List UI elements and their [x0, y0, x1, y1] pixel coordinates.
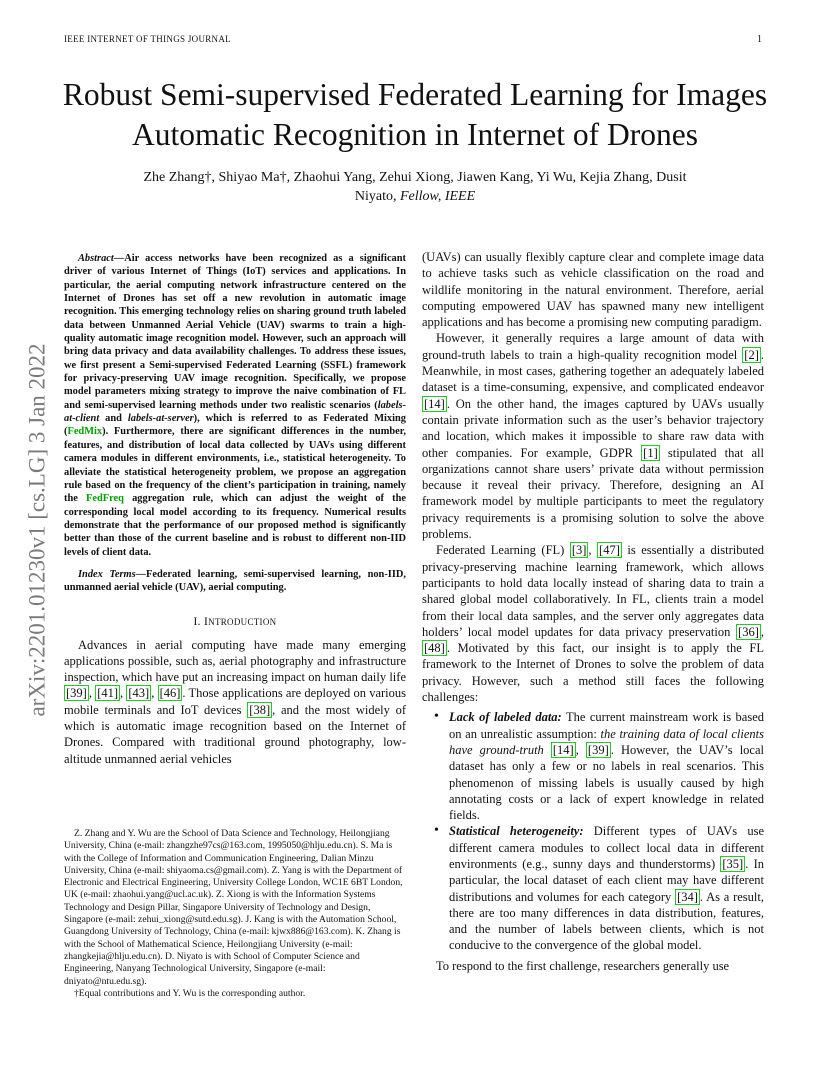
abstract-text-1: Air access networks have been recognized as a significant driver of various Internet of Things (IoT) services and applications. In particular, the aerial computing network infrastructure centered on the Internet of Drones has set off a new revolution in automatic image recognition. This emerging technology relies on sharing ground truth labeled data between Unmanned Aerial Vehicle (UAV) swarms to train a high-quality automatic image recognition model. However, such an approach will bring data privacy and data availability challenges. To address these issues, we first present a Semi-supervised Federated Learning (SSFL) framework for privacy-preserving UAV image recognition. Specifically, we propose model parameters mixing strategy to improve the naive combination of FL and semi-supervised learning methods under two realistic scenarios ( [64, 253, 406, 411]
abstract-dash: — [113, 253, 125, 264]
emphasized-assumption: the training data of local clients have ground-truth [449, 726, 765, 757]
equal-contribution-footnote: †Equal contributions and Y. Wu is the corresponding author. [74, 987, 306, 999]
author-list [90, 168, 740, 206]
intro-paragraph: Advances in aerial computing have made many emerging applications possible, such as, aerial photography and infrastructure inspection, which have put an increasing impact on human daily life [39] , [41] , [43] , [46] . Those applications are deployed on various mobile terminals and IoT devices [38] , and the most widely of which is automatic image recognition based on the Internet of Drones. Compared with traditional ground photography, low-altitude unmanned aerial vehicles [64, 637, 406, 766]
challenge-item-labeled-data: • Lack of labeled data: The current mainstream work is based on an unrealistic assumption: the training data of local clients have ground-truth [14] , [39] . However, the UAV’s local dataset has only a few or no labels in real scenarios. This phenomenon of missing labels is usually caused by high annotating costs or a lack of expert knowledge in related fields. [449, 709, 764, 823]
text: . In particular, the local dataset of each client may have different distributions and volumes for each category [449, 856, 764, 904]
arxiv-side-stamp [24, 300, 52, 760]
text: . As a result, there are too many differences in data distribution, features, and the number of labels between clients, which is not conducive to the convergence of the global model. [449, 889, 764, 953]
body-paragraph: Federated Learning (FL) [3] , [47] is essentially a distributed privacy-preserving machine learning framework, which allows participants to hold data locally instead of sharing data to train a shared global model collaboratively. In FL, clients train a model from their local data samples, and the server only aggregates data holders’ local model updates for data privacy preservation [36] , [48] . Motivated by this fact, our insight is to apply the FL framework to the Internet of Drones to solve the problem of data privacy. However, such a method still faces the following challenges: [422, 543, 765, 705]
abstract-label: Abstract [78, 253, 114, 264]
challenge-title: Lack of labeled data: [449, 710, 562, 725]
text: . Motivated by this fact, our insight is to apply the FL framework to the Internet of Drones to solve the problem of data privacy. However, such a method still faces the following challenges: [422, 641, 764, 705]
right-column [422, 249, 764, 974]
abstract-text-4: aggregation rule, which can adjust the weight of the corresponding local model according to its frequency. Numerical results demonstrate that the performance of our proposed method is significantly better than those of the current baseline and is robust to different non-IID levels of client data. [64, 493, 406, 558]
citation-link[interactable]: [35] [722, 856, 744, 871]
citation-link[interactable]: [41] [97, 686, 119, 701]
left-column [64, 252, 406, 767]
body-paragraph: (UAVs) can usually flexibly capture clear and complete image data to achieve tasks such as vehicle classification on the road and wildlife monitoring in the natural environment. Therefore, aerial computing empowered UAV has spawned many new intelligent applications and has become a promising new computing paradigm. [422, 250, 764, 330]
challenge-list [422, 709, 764, 953]
author-name: Niyato, [354, 189, 400, 204]
index-terms [64, 568, 406, 595]
citation-link[interactable]: [14] [424, 396, 445, 411]
paper-title: Robust Semi-supervised Federated Learning for Images Automatic Recognition in Internet of Drones [62, 77, 768, 152]
citation-link[interactable]: [43] [128, 686, 150, 701]
abstract-and: and [99, 413, 128, 425]
author-line-1: Zhe Zhang†, Shiyao Ma†, Zhaohui Yang, Zehui Xiong, Jiawen Kang, Yi Wu, Kejia Zhang, Dusit [143, 170, 687, 185]
citation-link[interactable]: [34] [677, 889, 698, 904]
scenario-labels-at-client: labels-at-client [64, 399, 406, 425]
citation-link[interactable]: [39] [66, 686, 87, 701]
author-line-2 [90, 187, 740, 206]
page-number: 1 [757, 34, 762, 45]
text: Federated Learning (FL) [436, 543, 570, 558]
body-paragraph: To respond to the first challenge, researchers generally use [436, 958, 730, 973]
text: stipulated that all organizations cannot share users’ private data without permission because it reveal their privacy. Therefore, designing an AI framework model by multiple participants to meet the regulatory privacy requirements is a promising solution to solve the above problems. [422, 445, 765, 542]
abstract [64, 252, 406, 559]
abstract-text-3: ). Furthermore, there are significant differences in the number, features, and distribution of local data collected by UAVs using different camera modules in different environments, i.e., statistical heterogeneity. To alleviate the statistical heterogeneity problem, we propose an aggregation rule based on the frequency of the client’s participation in training, namely the [64, 426, 406, 505]
citation-link[interactable]: [36] [738, 624, 759, 639]
index-terms-text: Federated learning, semi-supervised learning, non-IID, unmanned aerial vehicle (UAV), aerial computing. [64, 568, 406, 594]
challenge-item-heterogeneity [449, 823, 764, 953]
arxiv-identifier: arXiv:2201.01230v1 [cs.LG] 3 Jan 2022 [25, 343, 50, 717]
citation-link[interactable]: [46] [159, 686, 181, 701]
index-terms-dash: — [135, 568, 147, 580]
author-fellow-title: Fellow, IEEE [399, 189, 476, 204]
fedfreq-link[interactable]: FedFreq [86, 493, 124, 505]
abstract-text-2: ), which is referred to as Federated Mixing ( [64, 413, 406, 438]
text: Different types of UAVs use different camera modules to collect local data in different environments (e.g., sunny days and thunderstorms) [449, 824, 764, 871]
affiliations-footnote: Z. Zhang and Y. Wu are the School of Data Science and Technology, Heilongjiang University, China (e-mail: zhangzhe97cs@163.com, 1995050@hlju.edu.cn). S. Ma is with the College of Information and Communication Engineering, Dalian Minzu University, China (e-mail: shiyaoma.cs@gmail.com). Z. Yang is with the Department of Electronic and Electrical Engineering, University College London, WC1E 6BT London, UK (e-mail: zhaohui.yang@ucl.ac.uk). Z. Xiong is with the Information Systems Technology and Design Pillar, Singapore University of Technology and Design, Singapore (e-mail: zehui_xiong@sutd.edu.sg). J. Kang is with the Automation School, Guangdong University of Technology, China (e-mail: kjwx886@163.com). K. Zhang is with the School of Mathematical Science, Heilongjiang University (e-mail: zhangkejia@hlju.edu.cn). D. Niyato is with School of Computer Science and Engineering, Nanyang Technological University, Singapore (e-mail: dniyato@ntu.edu.sg). [64, 828, 403, 987]
text: . However, the UAV’s local dataset has only a few or no labels in real scenarios. This phenomenon of missing labels is usually caused by high annotating costs or a lack of expert knowledge in related fields. [449, 742, 764, 823]
fedmix-link[interactable]: FedMix [67, 426, 103, 438]
intro-text-1: Advances in aerial computing have made many emerging applications possible, such as, aerial photography and infrastructure inspection, which have put an increasing impact on human daily life [64, 637, 406, 685]
scenario-labels-at-server: labels-at-server [127, 413, 194, 425]
text: . Meanwhile, in most cases, gathering together an adequately labeled dataset is a time-consuming, expensive, and complicated endeavor [422, 347, 764, 395]
citation-link[interactable]: [14] [552, 742, 574, 757]
footnotes [64, 828, 406, 1000]
section-numeral: I. [193, 615, 205, 628]
body-paragraph [422, 330, 764, 542]
citation-link[interactable]: [1] [643, 445, 658, 460]
citation-link[interactable]: [2] [744, 347, 759, 362]
text: . On the other hand, the images captured by UAVs usually contain private information such as the user’s behavior trajectory and location, which makes it impossible to share raw data with other companies. For example, GDPR [422, 396, 764, 460]
text: is essentially a distributed privacy-preserving machine learning framework, which allows participants to hold data locally instead of sharing data to train a shared global model collaboratively. In FL, clients train a model from their local data samples, and the server only aggregates data holders’ local model updates for data privacy preservation [422, 543, 765, 639]
journal-header: IEEE INTERNET OF THINGS JOURNAL [64, 34, 231, 44]
citation-link[interactable]: [3] [571, 543, 587, 558]
challenge-title: Statistical heterogeneity: [449, 824, 584, 839]
section-first-letter: I [204, 615, 209, 628]
citation-link[interactable]: [47] [599, 543, 620, 558]
section-heading-introduction [64, 616, 406, 628]
section-title-rest: NTRODUCTION [208, 616, 277, 627]
text: The current mainstream work is based on an unrealistic assumption: [449, 710, 764, 741]
citation-link[interactable]: [48] [424, 641, 445, 656]
intro-text-2: . Those applications are deployed on various mobile terminals and IoT devices [64, 686, 406, 717]
citation-link[interactable]: [39] [587, 742, 609, 757]
intro-text-3: , and the most widely of which is automatic image recognition based on the Internet of Drones. Compared with traditional ground photography, low-altitude unmanned aerial vehicles [64, 702, 406, 766]
text: However, it generally requires a large amount of data with ground-truth labels to train a high-quality recognition model [422, 331, 764, 362]
citation-link[interactable]: [38] [249, 702, 271, 717]
index-terms-label: Index Terms [78, 568, 136, 580]
